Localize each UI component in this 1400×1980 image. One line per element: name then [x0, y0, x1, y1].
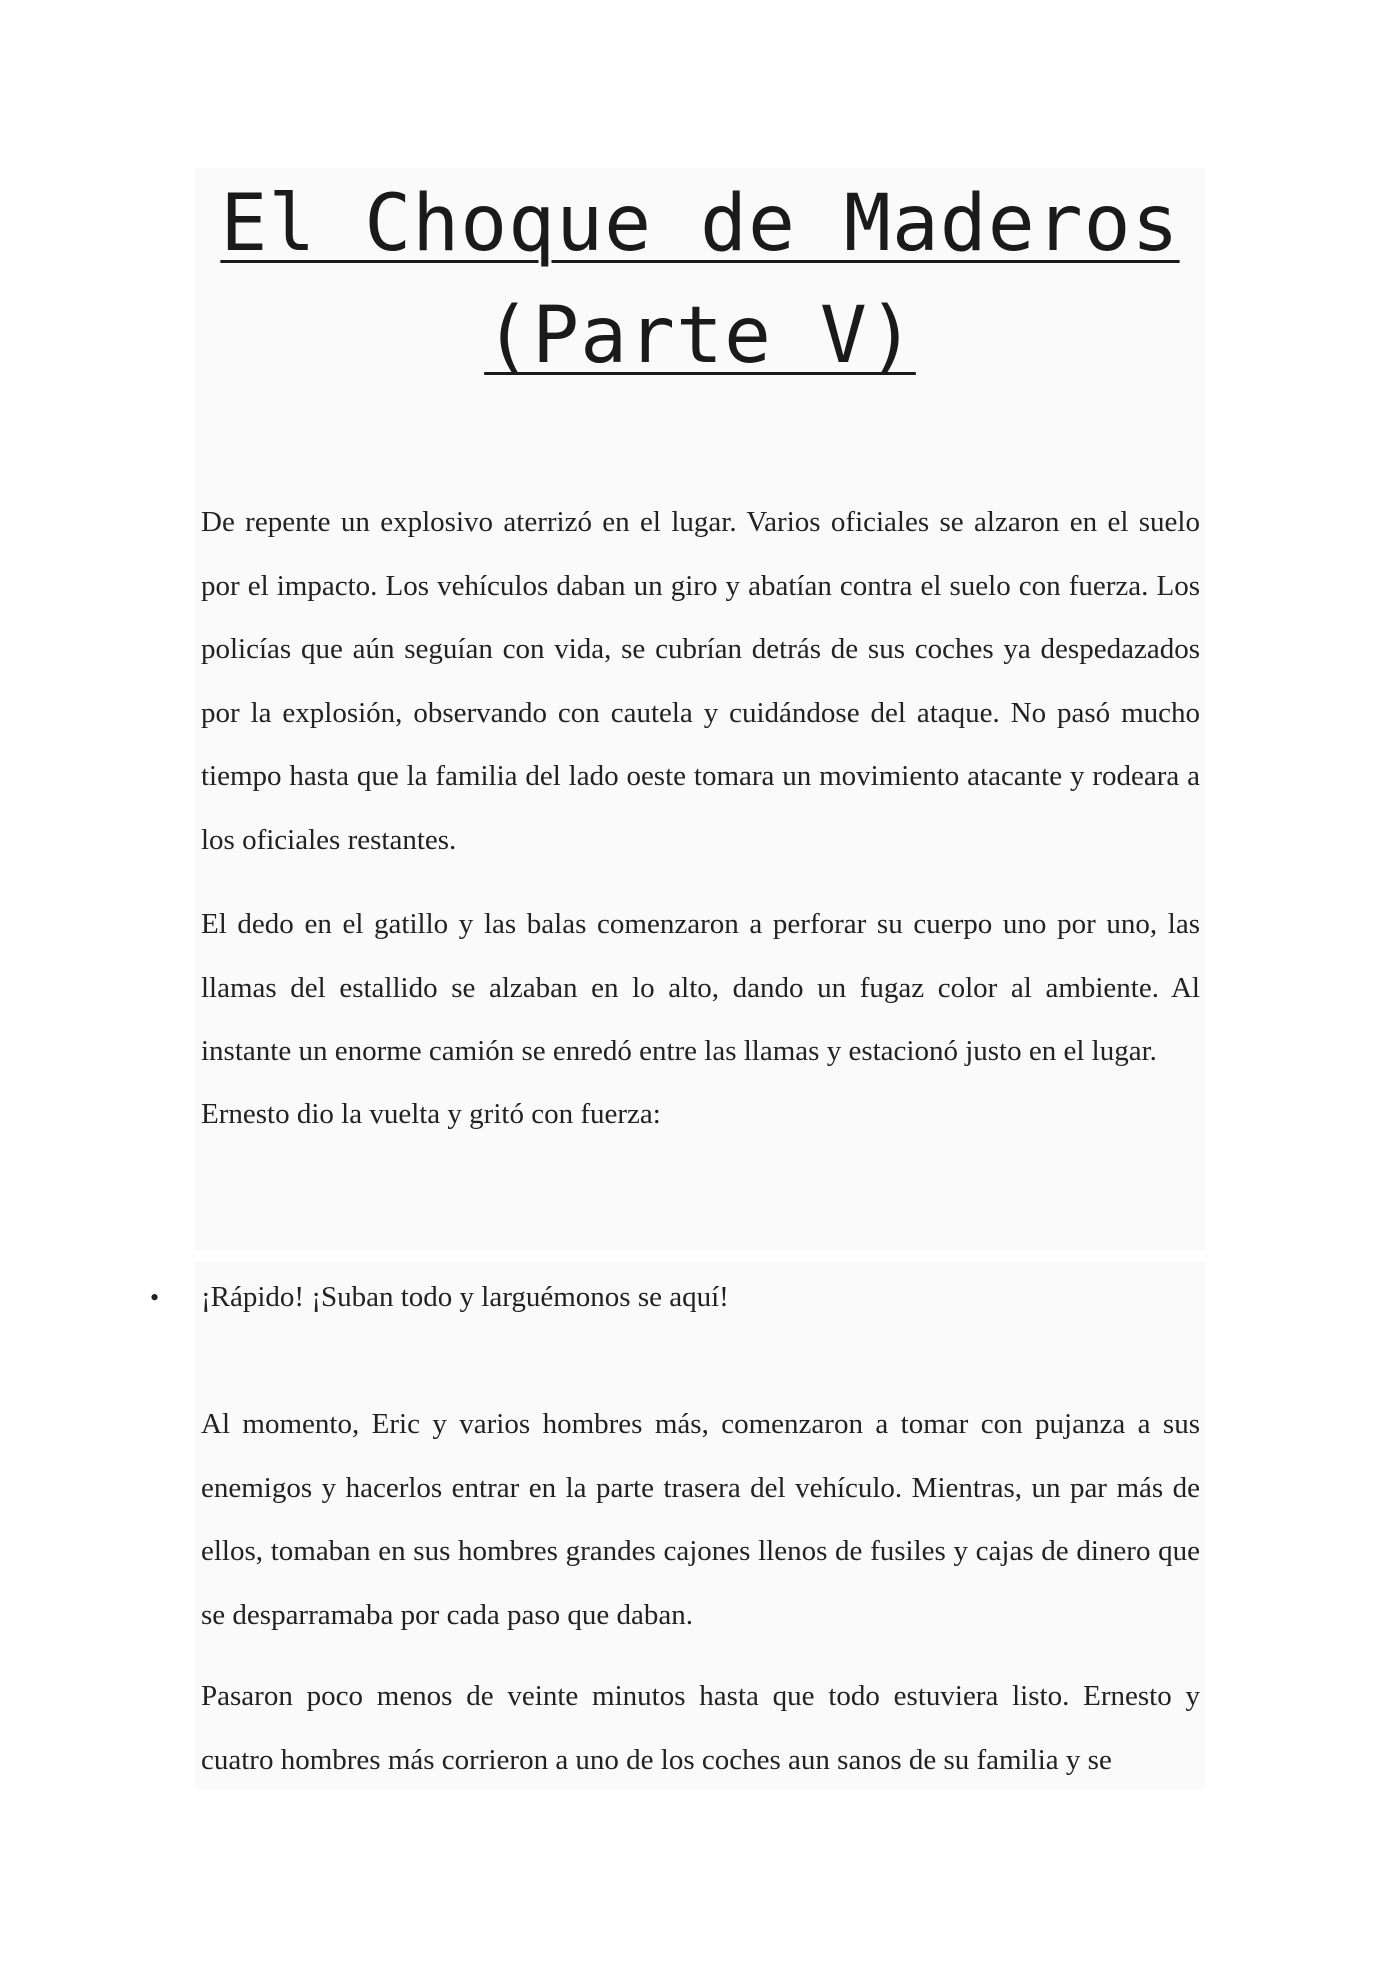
paragraph-5: Pasaron poco menos de veinte minutos hasta que todo estuviera listo. Ernesto y cuatro hombres más corrieron a uno de los coches aun sanos de su familia y se — [201, 1680, 1200, 1776]
paragraph-1: De repente un explosivo aterrizó en el lugar. Varios oficiales se alzaron en el suelo por el impacto. Los vehículos daban un giro y abatían contra el suelo con fuerza. Los policías que aún seguían con vida, se cubrían detrás de sus coches ya despedazados por la explosión, observando con cautela y cuidándose del ataque. No pasó mucho tiempo hasta que la familia del lado oeste tomara un movimiento atacante y rodeara a los oficiales restantes. — [201, 506, 1200, 856]
paragraph-4: Al momento, Eric y varios hombres más, comenzaron a tomar con pujanza a sus enemigos y hacerlos entrar en la parte trasera del vehículo. Mientras, un par más de ellos, tomaban en sus hombres grandes cajones llenos de fusiles y cajas de dinero que se desparramaba por cada paso que daban. — [201, 1408, 1200, 1631]
title-line-2: (Parte V) — [484, 291, 916, 381]
bullet-text: ¡Rápido! ¡Suban todo y larguémonos se aquí! — [201, 1281, 729, 1313]
paragraph-3: Ernesto dio la vuelta y gritó con fuerza: — [201, 1098, 661, 1130]
title-line-1: El Choque de Maderos — [220, 179, 1180, 269]
bullet-marker: • — [150, 1283, 160, 1312]
document-title — [195, 168, 1205, 392]
paragraph-2: El dedo en el gatillo y las balas comenzaron a perforar su cuerpo uno por uno, las llamas del estallido se alzaban en lo alto, dando un fugaz color al ambiente. Al instante un enorme camión se enredó entre las llamas y estacionó justo en el lugar. — [201, 908, 1200, 1067]
